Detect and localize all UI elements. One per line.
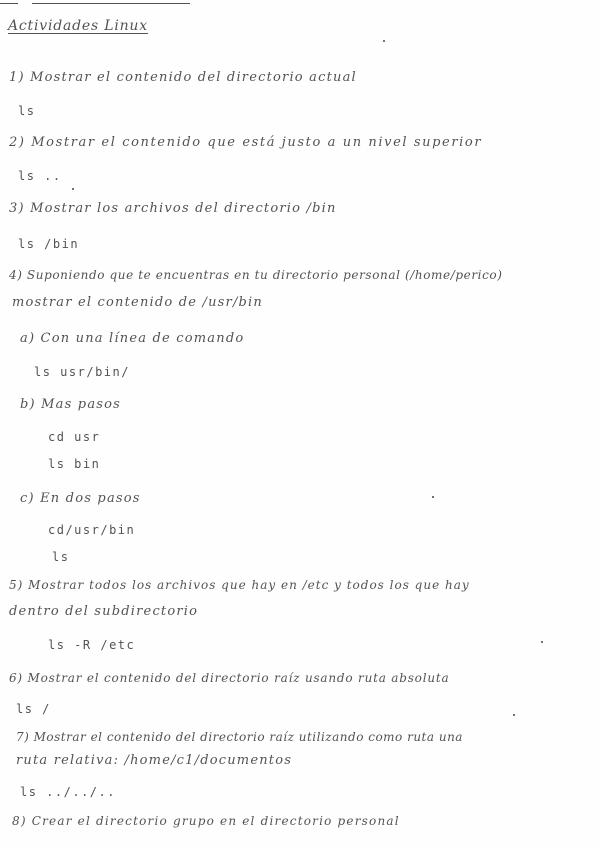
exercise-3-answer: ls /bin <box>18 237 80 251</box>
exercise-4-prompt-line-1: 4) Suponiendo que te encuentras en tu directorio personal (/home/perico) <box>9 268 503 282</box>
exercise-5-answer: ls -R /etc <box>48 638 136 652</box>
exercise-4c-prompt: c) En dos pasos <box>20 491 141 506</box>
exercise-5-prompt-line-2: dentro del subdirectorio <box>9 604 199 619</box>
exercise-4-prompt-line-2: mostrar el contenido de /usr/bin <box>12 295 263 310</box>
exercise-4b-answer-line-2: ls bin <box>48 457 101 471</box>
exercise-5-prompt-line-1: 5) Mostrar todos los archivos que hay en /etc y todos los que hay <box>9 578 470 592</box>
exercise-2-answer: ls .. <box>18 169 62 183</box>
exercise-1-prompt: 1) Mostrar el contenido del directorio actual <box>9 70 357 85</box>
exercise-8-prompt: 8) Crear el directorio grupo en el directorio personal <box>12 814 400 828</box>
top-rule-right <box>32 3 190 4</box>
speck <box>383 40 385 42</box>
exercise-7-answer: ls ../../.. <box>20 785 116 799</box>
speck <box>541 641 543 643</box>
exercise-2-prompt: 2) Mostrar el contenido que está justo a un nivel superior <box>9 135 483 150</box>
exercise-4a-prompt: a) Con una línea de comando <box>20 331 245 346</box>
exercise-7-prompt-line-1: 7) Mostrar el contenido del directorio raíz utilizando como ruta una <box>16 730 463 744</box>
exercise-1-answer: ls <box>18 104 36 118</box>
speck <box>72 188 74 190</box>
exercise-4a-answer: ls usr/bin/ <box>34 365 130 379</box>
exercise-4c-answer-line-1: cd/usr/bin <box>48 523 136 537</box>
exercise-6-prompt: 6) Mostrar el contenido del directorio raíz usando ruta absoluta <box>9 671 450 685</box>
exercise-6-answer: ls / <box>16 702 51 716</box>
exercise-3-prompt: 3) Mostrar los archivos del directorio /bin <box>9 201 337 216</box>
exercise-4b-answer-line-1: cd usr <box>48 430 101 444</box>
page-title: Actividades Linux <box>8 18 148 34</box>
exercise-4b-prompt: b) Mas pasos <box>20 397 122 412</box>
speck <box>432 496 434 498</box>
exercise-4c-answer-line-2: ls <box>52 550 70 564</box>
top-rule-left <box>0 3 18 4</box>
speck <box>513 714 515 716</box>
exercise-7-prompt-line-2: ruta relativa: /home/c1/documentos <box>16 753 293 768</box>
